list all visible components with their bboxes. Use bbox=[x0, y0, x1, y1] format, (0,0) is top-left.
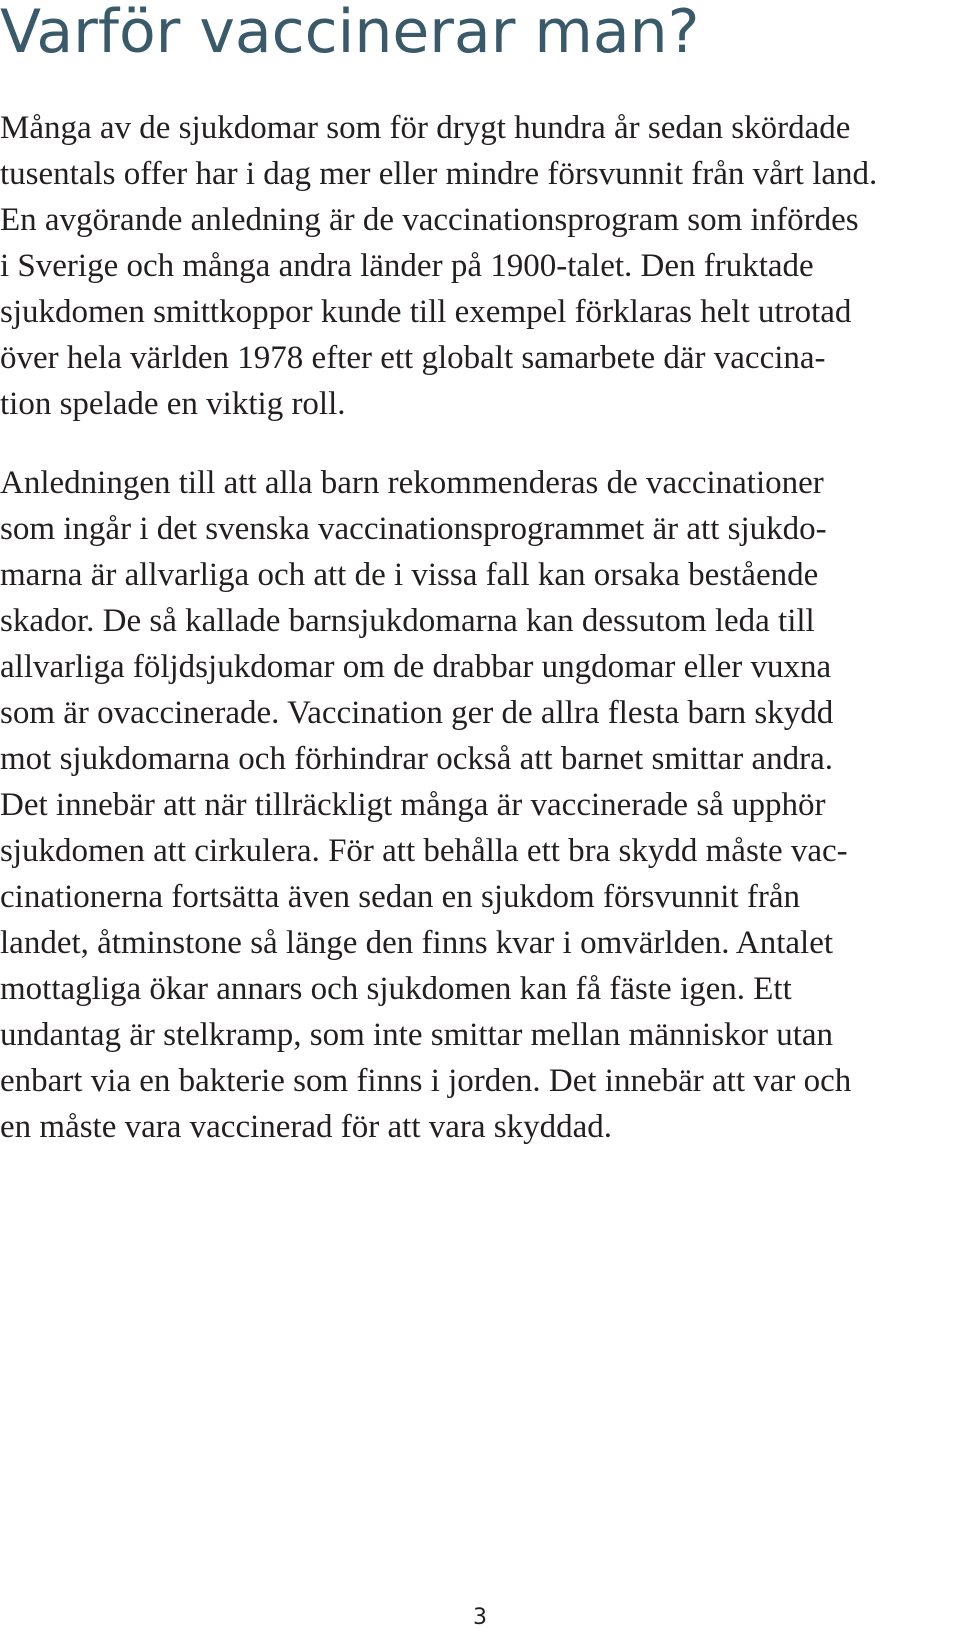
paragraph-line: som är ovaccinerade. Vaccination ger de allra flesta barn skydd bbox=[0, 695, 834, 731]
paragraph-line: som ingår i det svenska vaccinationsprogrammet är att sjukdo- bbox=[0, 511, 827, 547]
page-title: Varför vaccinerar man? bbox=[0, 0, 700, 67]
page-number: 3 bbox=[473, 1605, 487, 1630]
paragraph-line: skador. De så kallade barnsjukdomarna kan dessutom leda till bbox=[0, 603, 815, 639]
paragraph-line: enbart via en bakterie som finns i jorden. Det innebär att var och bbox=[0, 1063, 852, 1099]
paragraph-line: undantag är stelkramp, som inte smittar mellan människor utan bbox=[0, 1017, 834, 1053]
paragraph-line: landet, åtminstone så länge den finns kvar i omvärlden. Antalet bbox=[0, 925, 834, 961]
paragraph-line: sjukdomen smittkoppor kunde till exempel förklaras helt utrotad bbox=[0, 294, 852, 330]
paragraph-line: marna är allvarliga och att de i vissa fall kan orsaka bestående bbox=[0, 557, 819, 593]
paragraph-1 bbox=[0, 105, 960, 427]
paragraph-line: en måste vara vaccinerad för att vara skyddad. bbox=[0, 1109, 613, 1145]
paragraph-line: över hela världen 1978 efter ett globalt samarbete där vaccina- bbox=[0, 340, 826, 376]
paragraph-line: Det innebär att när tillräckligt många är vaccinerade så upphör bbox=[0, 787, 826, 823]
paragraph-2 bbox=[0, 460, 960, 1150]
paragraph-line: tusentals offer har i dag mer eller mindre försvunnit från vårt land. bbox=[0, 156, 878, 192]
paragraph-line: mot sjukdomarna och förhindrar också att barnet smittar andra. bbox=[0, 741, 833, 777]
paragraph-line: En avgörande anledning är de vaccinationsprogram som infördes bbox=[0, 202, 859, 238]
paragraph-line: mottagliga ökar annars och sjukdomen kan få fäste igen. Ett bbox=[0, 971, 792, 1007]
paragraph-line: tion spelade en viktig roll. bbox=[0, 386, 346, 422]
paragraph-line: cinationerna fortsätta även sedan en sjukdom försvunnit från bbox=[0, 879, 800, 915]
paragraph-line: Anledningen till att alla barn rekommenderas de vaccinationer bbox=[0, 465, 824, 501]
paragraph-line: Många av de sjukdomar som för drygt hundra år sedan skördade bbox=[0, 110, 851, 146]
paragraph-line: sjukdomen att cirkulera. För att behålla ett bra skydd måste vac- bbox=[0, 833, 848, 869]
paragraph-line: i Sverige och många andra länder på 1900-talet. Den fruktade bbox=[0, 248, 814, 284]
paragraph-line: allvarliga följdsjukdomar om de drabbar ungdomar eller vuxna bbox=[0, 649, 832, 685]
